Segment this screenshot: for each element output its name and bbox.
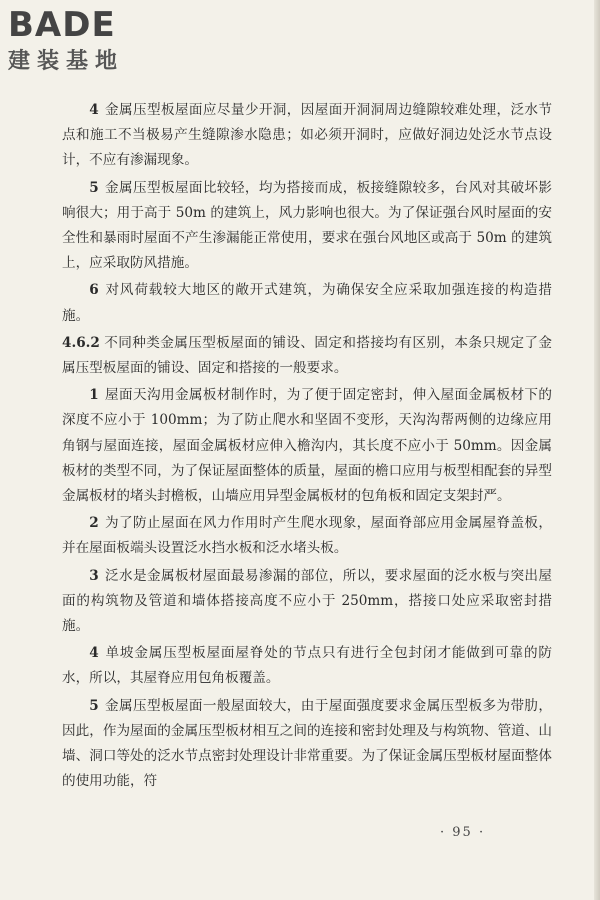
body-text [62,98,552,796]
list-item-2 [62,511,552,561]
item-text: 金属压型板屋面一般屋面较大，由于屋面强度要求金属压型板多为带肋，因此，作为屋面的金属压型板材相互之间的连接和密封处理及与构筑物、管道、山墙、洞口等处的泛水节点密封处理设计非常重要。为了保证金属压型板材屋面整体的使用功能，符 [62,697,552,790]
page-edge-shadow [594,0,600,900]
item-text: 屋面天沟用金属板材制作时，为了便于固定密封，伸入屋面金属板材下的深度不应小于 100mm；为了防止爬水和坚固不变形，天沟沟帮两侧的边缘应用角钢与屋面连接，屋面金属板材应伸入檐沟内，其长度不应小于 50mm。因金属板材的类型不同，为了保证屋面整体的质量，屋面的檐口应用与板型相配套的异型金属板材的堵头封檐板，山墙应用异型金属板材的包角板和固定支架封严。 [62,387,552,505]
item-number: 5 [89,697,99,714]
paragraph-number: 6 [89,282,99,299]
list-item-5 [62,694,552,795]
paragraph-number: 4 [89,102,99,118]
item-number: 1 [89,387,99,404]
paragraph-5 [62,176,552,277]
logo-brand: BADE [8,5,116,45]
list-item-1 [62,383,552,509]
section-number: 4.6.2 [62,334,100,351]
item-text: 单坡金属压型板屋面屋脊处的节点只有进行全包封闭才能做到可靠的防水，所以，其屋脊应用包角板覆盖。 [62,645,552,687]
list-item-4 [62,641,552,691]
item-number: 2 [89,515,99,532]
page-number: · 95 · [440,825,486,840]
logo-subtitle: 建装基地 [8,49,125,74]
section-4-6-2 [62,331,552,381]
section-text: 不同种类金属压型板屋面的铺设、固定和搭接均有区别，本条只规定了金属压型板屋面的铺设、固定和搭接的一般要求。 [62,334,552,377]
item-text: 为了防止屋面在风力作用时产生爬水现象，屋面脊部应用金属屋脊盖板，并在屋面板端头设置泛水挡水板和泛水堵头板。 [62,515,552,557]
item-number: 4 [89,645,99,662]
paragraph-text: 金属压型板屋面应尽量少开洞，因屋面开洞洞周边缝隙较难处理，泛水节点和施工不当极易产生缝隙渗水隐患；如必须开洞时，应做好洞边处泛水节点设计，不应有渗漏现象。 [62,102,552,169]
paragraph-4 [62,98,552,174]
paragraph-text: 金属压型板屋面比较轻，均为搭接而成，板接缝隙较多，台风对其破坏影响很大；用于高于 50m 的建筑上，风力影响也很大。为了保证强台风时屋面的安全性和暴雨时屋面不产生渗漏能正常使用，要求在强台风地区或高于 50m 的建筑上，应采取防风措施。 [62,179,552,272]
bade-logo [8,6,188,86]
list-item-3 [62,564,552,640]
paragraph-number: 5 [89,179,99,196]
item-text: 泛水是金属板材屋面最易渗漏的部位，所以，要求屋面的泛水板与突出屋面的构筑物及管道和墙体搭接高度不应小于 250mm，搭接口处应采取密封措施。 [62,567,552,635]
paragraph-text: 对风荷载较大地区的敞开式建筑，为确保安全应采取加强连接的构造措施。 [62,282,552,324]
item-number: 3 [89,567,99,584]
paragraph-6 [62,278,552,328]
